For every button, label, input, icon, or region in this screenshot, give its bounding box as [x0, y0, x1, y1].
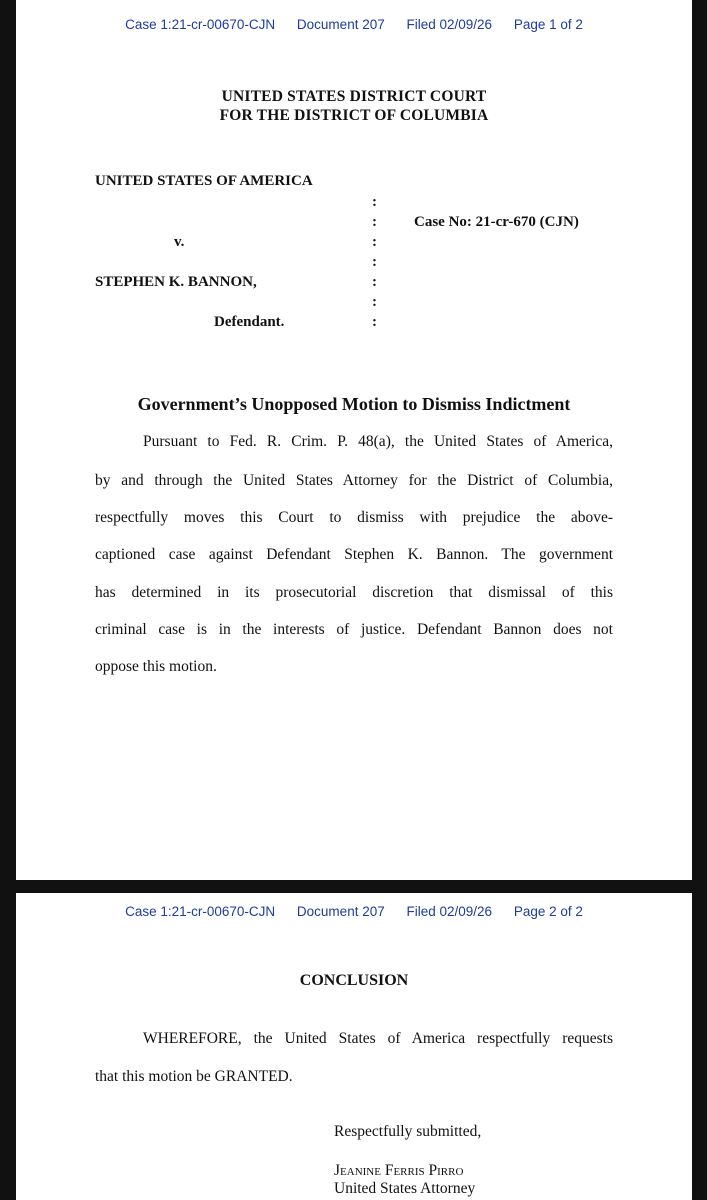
signature-closing: Respectfully submitted, — [334, 1123, 482, 1140]
body-text-line: by and through the United States Attorney for the District of Columbia, — [95, 472, 613, 489]
header-case-number: Case 1:21-cr-00670-CJN — [125, 17, 276, 32]
header-document-number: Document 207 — [296, 17, 385, 32]
caption-separator: : — [372, 314, 377, 330]
body-text-line: Pursuant to Fed. R. Crim. P. 48(a), the United States of America, — [143, 433, 613, 450]
caption-defendant-role: Defendant. — [214, 314, 285, 330]
header-page-number: Page 1 of 2 — [513, 17, 583, 32]
motion-title: Government’s Unopposed Motion to Dismiss Indictment — [137, 394, 571, 414]
caption-separator: : — [372, 274, 377, 290]
document-page-1 — [16, 0, 692, 880]
body-text-line: has determined in its prosecutorial discretion that dismissal of this — [95, 584, 613, 601]
header-page-number: Page 2 of 2 — [513, 904, 583, 919]
body-text-line: respectfully moves this Court to dismiss with prejudice the above- — [95, 509, 613, 526]
conclusion-text-line: WHEREFORE, the United States of America respectfully requests — [143, 1030, 613, 1047]
body-text-line: oppose this motion. — [95, 658, 217, 675]
header-filed-date: Filed 02/09/26 — [406, 17, 493, 32]
caption-separator: : — [372, 194, 377, 210]
signature-title: United States Attorney — [334, 1180, 476, 1197]
header-case-number: Case 1:21-cr-00670-CJN — [125, 904, 276, 919]
caption-separator: : — [372, 234, 377, 250]
conclusion-heading: CONCLUSION — [299, 972, 409, 989]
ecf-header-stamp — [16, 17, 692, 32]
caption-plaintiff: UNITED STATES OF AMERICA — [95, 173, 313, 189]
header-filed-date: Filed 02/09/26 — [406, 904, 493, 919]
conclusion-text-line: that this motion be GRANTED. — [95, 1068, 293, 1085]
caption-defendant-name: STEPHEN K. BANNON, — [95, 274, 257, 290]
caption-separator: : — [372, 294, 377, 310]
caption-separator: : — [372, 254, 377, 270]
court-name-line-2: FOR THE DISTRICT OF COLUMBIA — [219, 107, 489, 124]
court-name — [16, 87, 692, 125]
caption-separator: : — [372, 214, 377, 230]
header-document-number: Document 207 — [296, 904, 385, 919]
document-page-2 — [16, 893, 692, 1200]
caption-versus: v. — [174, 234, 185, 250]
ecf-header-stamp — [16, 904, 692, 919]
body-text-line: captioned case against Defendant Stephen K. Bannon. The government — [95, 546, 613, 563]
court-name-line-1: UNITED STATES DISTRICT COURT — [221, 88, 487, 105]
body-text-line: criminal case is in the interests of justice. Defendant Bannon does not — [95, 621, 613, 638]
caption-case-number: Case No: 21-cr-670 (CJN) — [414, 214, 579, 230]
signature-name: Jeanine Ferris Pirro — [334, 1162, 464, 1179]
